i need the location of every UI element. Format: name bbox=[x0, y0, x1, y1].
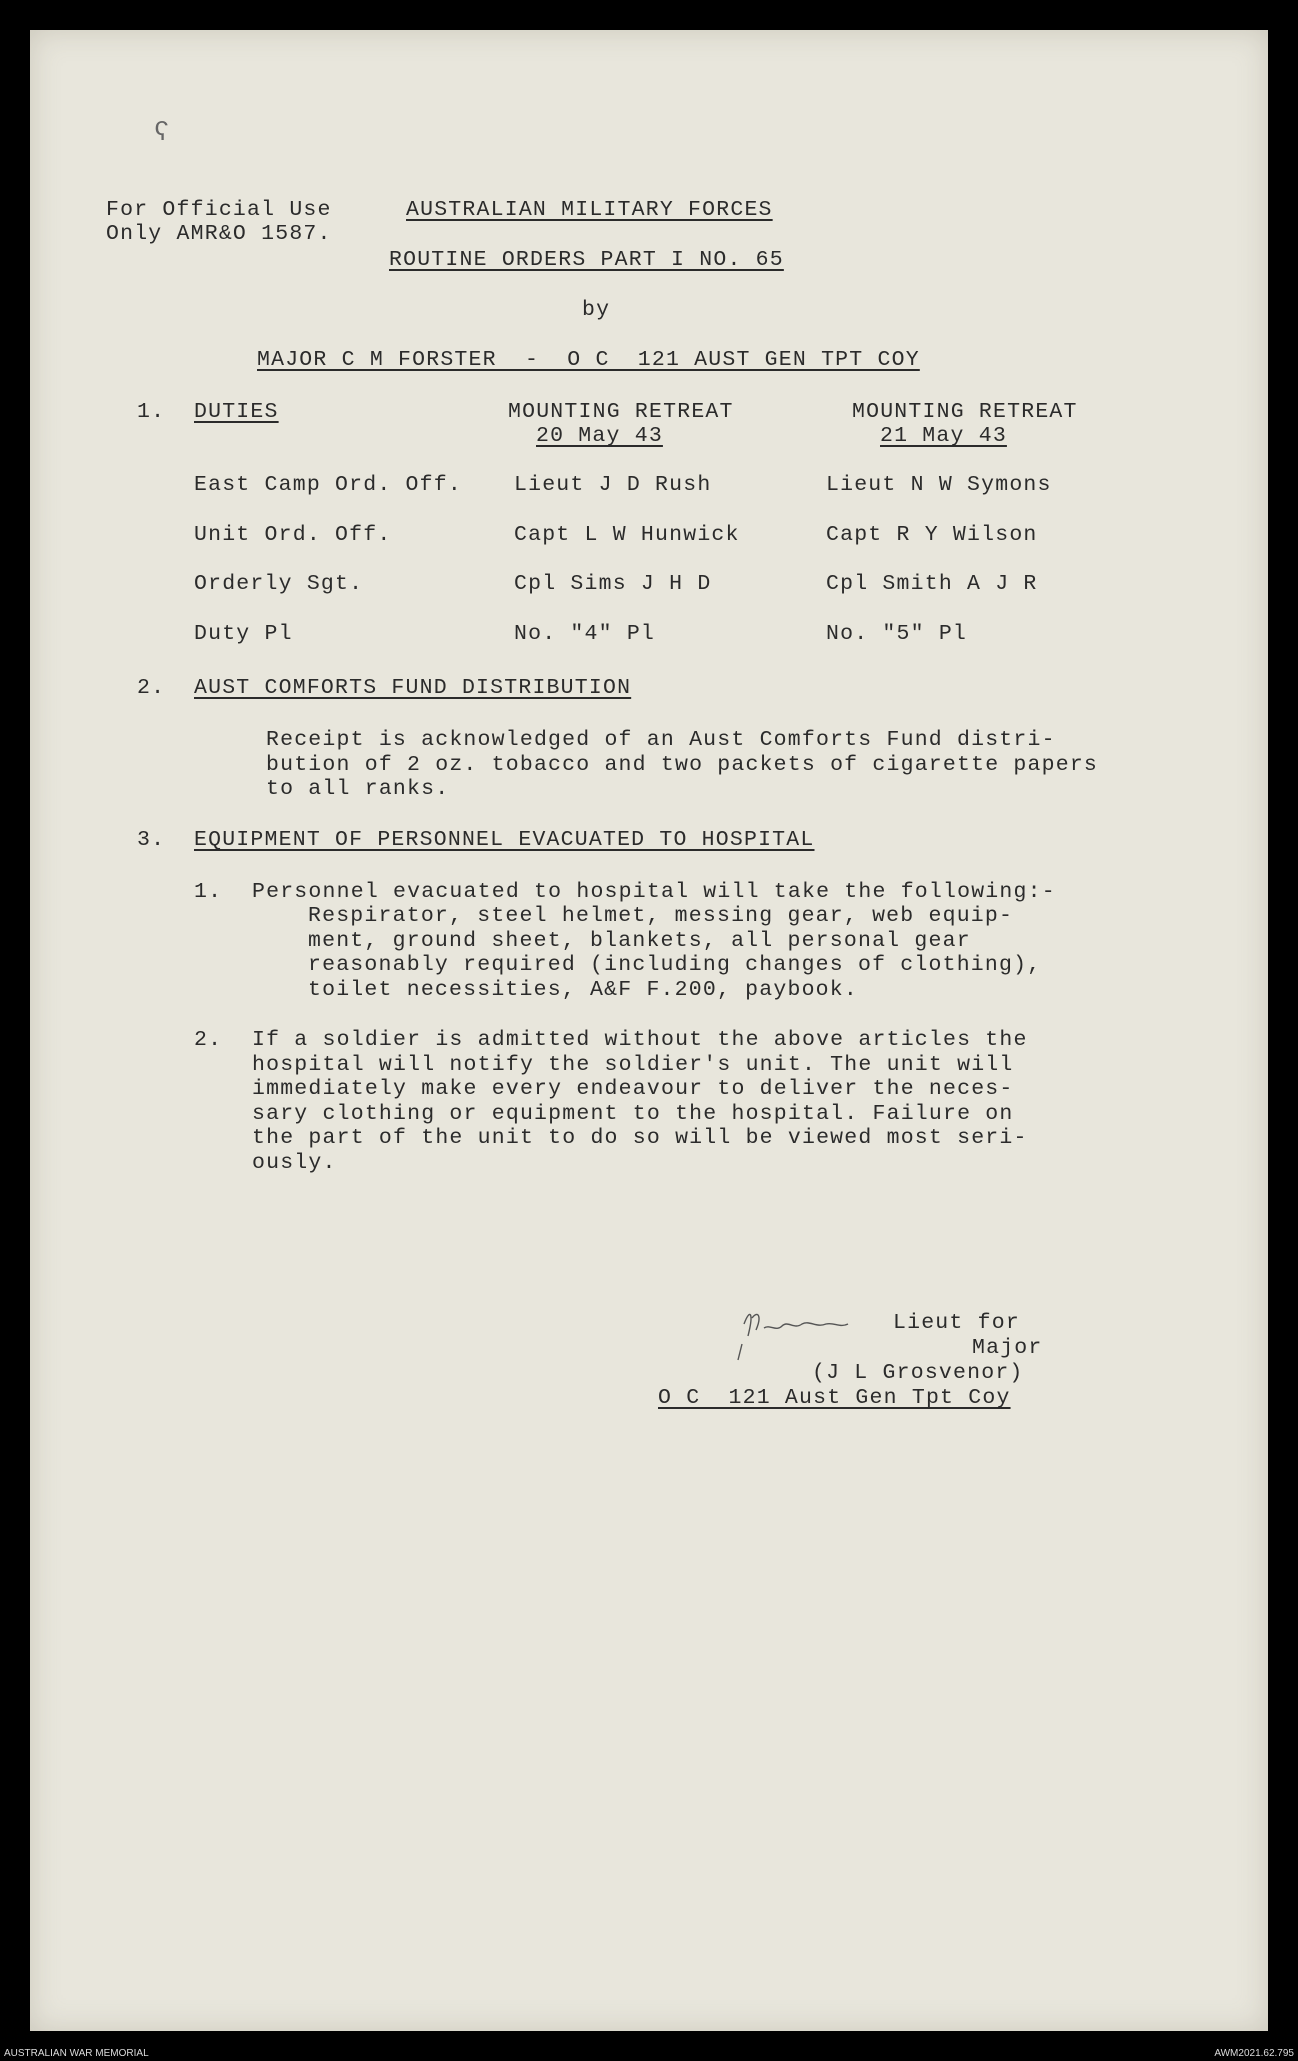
document-page bbox=[30, 30, 1268, 2031]
official-use-line1: For Official Use bbox=[106, 198, 332, 222]
duty-day1: Capt L W Hunwick bbox=[514, 523, 740, 547]
org-title: AUSTRALIAN MILITARY FORCES bbox=[406, 198, 773, 222]
section-2-number: 2. bbox=[137, 676, 166, 700]
item-1-first-line: Personnel evacuated to hospital will take the following:- bbox=[252, 880, 1056, 904]
official-use-line2: Only AMR&O 1587. bbox=[106, 222, 332, 246]
equipment-heading: EQUIPMENT OF PERSONNEL EVACUATED TO HOSPITAL bbox=[194, 828, 815, 852]
duty-role: East Camp Ord. Off. bbox=[194, 473, 462, 497]
duty-role: Duty Pl bbox=[194, 622, 293, 646]
margin-mark: ʕ bbox=[154, 118, 170, 148]
section-3-number: 3. bbox=[137, 828, 166, 852]
signature-lieut: Lieut for bbox=[893, 1311, 1020, 1335]
item-1-rest: Respirator, steel helmet, messing gear, web equip- ment, ground sheet, blankets, all personal gear reasonably required (including changes of clothing), toilet necessities, A&F F.200, paybook. bbox=[308, 904, 1042, 1002]
footer-right: AWM2021.62.795 bbox=[1214, 2048, 1294, 2059]
section-1-number: 1. bbox=[137, 400, 166, 424]
comforts-body: Receipt is acknowledged of an Aust Comforts Fund distri- bution of 2 oz. tobacco and two packets of cigarette papers to all ranks. bbox=[266, 728, 1099, 801]
duty-role: Orderly Sgt. bbox=[194, 572, 364, 596]
duty-day2: Lieut N W Symons bbox=[826, 473, 1052, 497]
item-1-number: 1. bbox=[194, 880, 223, 904]
commander-line: MAJOR C M FORSTER - O C 121 AUST GEN TPT COY bbox=[257, 348, 920, 372]
signature-name: (J L Grosvenor) bbox=[812, 1361, 1024, 1385]
col2-header: MOUNTING RETREAT bbox=[852, 400, 1078, 424]
orders-title: ROUTINE ORDERS PART I NO. 65 bbox=[389, 248, 784, 272]
footer-left: AUSTRALIAN WAR MEMORIAL bbox=[4, 2048, 149, 2059]
duty-day1: No. "4" Pl bbox=[514, 622, 656, 646]
duties-heading: DUTIES bbox=[194, 400, 279, 424]
duty-day2: No. "5" Pl bbox=[826, 622, 968, 646]
duty-day1: Cpl Sims J H D bbox=[514, 572, 712, 596]
comforts-heading: AUST COMFORTS FUND DISTRIBUTION bbox=[194, 676, 632, 700]
duty-day1: Lieut J D Rush bbox=[514, 473, 712, 497]
duty-day2: Cpl Smith A J R bbox=[826, 572, 1038, 596]
item-2-number: 2. bbox=[194, 1028, 223, 1052]
col2-date: 21 May 43 bbox=[880, 424, 1007, 448]
col1-header: MOUNTING RETREAT bbox=[508, 400, 734, 424]
duty-day2: Capt R Y Wilson bbox=[826, 523, 1038, 547]
col1-date: 20 May 43 bbox=[536, 424, 663, 448]
by-label: by bbox=[582, 298, 611, 322]
signature-unit: O C 121 Aust Gen Tpt Coy bbox=[658, 1386, 1011, 1410]
item-2-body: If a soldier is admitted without the above articles the hospital will notify the soldier's unit. The unit will immediately make every endeavour to deliver the neces- sary clothing or equipment to the hospital. Failure on the part of the unit to do so will be viewed most seri- ously. bbox=[252, 1028, 1028, 1175]
duty-role: Unit Ord. Off. bbox=[194, 523, 392, 547]
signature-major: Major bbox=[972, 1336, 1043, 1360]
